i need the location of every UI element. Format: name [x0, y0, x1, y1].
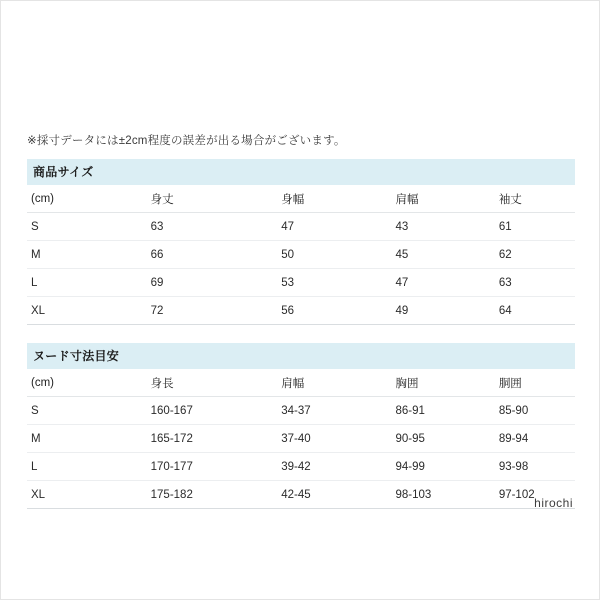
cell-body-length: 69 [151, 269, 282, 297]
section-title-nude-size: ヌード寸法目安 [27, 343, 575, 369]
cell-height: 160-167 [151, 397, 282, 425]
cell-sleeve-length: 61 [499, 213, 575, 241]
table-row [27, 453, 575, 481]
cell-waist: 93-98 [499, 453, 575, 481]
column-header-body-width: 身幅 [281, 185, 395, 213]
table-row [27, 397, 575, 425]
cell-shoulder-width: 37-40 [281, 425, 395, 453]
cell-chest: 98-103 [395, 481, 498, 509]
cell-body-length: 72 [151, 297, 282, 325]
nude-size-table-head [27, 369, 575, 397]
cell-body-width: 50 [281, 241, 395, 269]
cell-size-label: S [27, 213, 151, 241]
cell-waist: 97-102 [499, 481, 575, 509]
cell-shoulder-width: 43 [395, 213, 498, 241]
cell-size-label: M [27, 241, 151, 269]
column-header-body-length: 身丈 [151, 185, 282, 213]
nude-size-table-body [27, 397, 575, 509]
table-row [27, 269, 575, 297]
cell-shoulder-width: 42-45 [281, 481, 395, 509]
cell-body-width: 56 [281, 297, 395, 325]
measurement-note: ※採寸データには±2cm程度の誤差が出る場合がございます。 [27, 135, 346, 147]
cell-sleeve-length: 63 [499, 269, 575, 297]
product-size-table-head [27, 185, 575, 213]
cell-body-length: 66 [151, 241, 282, 269]
cell-chest: 86-91 [395, 397, 498, 425]
watermark-text: hirochi [534, 496, 573, 510]
cell-size-label: L [27, 453, 151, 481]
table-header-row [27, 185, 575, 213]
cell-waist: 89-94 [499, 425, 575, 453]
nude-size-table [27, 369, 575, 509]
cell-shoulder-width: 47 [395, 269, 498, 297]
column-header-sleeve-length: 袖丈 [499, 185, 575, 213]
cell-size-label: L [27, 269, 151, 297]
cell-sleeve-length: 62 [499, 241, 575, 269]
column-header-shoulder-width: 肩幅 [281, 369, 395, 397]
cell-height: 170-177 [151, 453, 282, 481]
cell-waist: 85-90 [499, 397, 575, 425]
table-row [27, 425, 575, 453]
cell-shoulder-width: 45 [395, 241, 498, 269]
product-size-table [27, 185, 575, 325]
cell-sleeve-length: 64 [499, 297, 575, 325]
section-title-product-size: 商品サイズ [27, 159, 575, 185]
cell-size-label: XL [27, 297, 151, 325]
column-header-unit: (cm) [27, 369, 151, 397]
column-header-chest: 胸囲 [395, 369, 498, 397]
column-header-waist: 胴囲 [499, 369, 575, 397]
cell-shoulder-width: 34-37 [281, 397, 395, 425]
cell-body-width: 47 [281, 213, 395, 241]
column-header-height: 身長 [151, 369, 282, 397]
cell-height: 165-172 [151, 425, 282, 453]
cell-body-width: 53 [281, 269, 395, 297]
cell-shoulder-width: 49 [395, 297, 498, 325]
table-row [27, 481, 575, 509]
table-header-row [27, 369, 575, 397]
section-spacer [27, 325, 575, 343]
cell-height: 175-182 [151, 481, 282, 509]
content-area [27, 133, 575, 509]
cell-size-label: S [27, 397, 151, 425]
cell-chest: 90-95 [395, 425, 498, 453]
table-row [27, 297, 575, 325]
product-size-table-body [27, 213, 575, 325]
cell-shoulder-width: 39-42 [281, 453, 395, 481]
column-header-shoulder-width: 肩幅 [395, 185, 498, 213]
cell-size-label: XL [27, 481, 151, 509]
table-row [27, 213, 575, 241]
table-row [27, 241, 575, 269]
cell-size-label: M [27, 425, 151, 453]
cell-chest: 94-99 [395, 453, 498, 481]
column-header-unit: (cm) [27, 185, 151, 213]
cell-body-length: 63 [151, 213, 282, 241]
